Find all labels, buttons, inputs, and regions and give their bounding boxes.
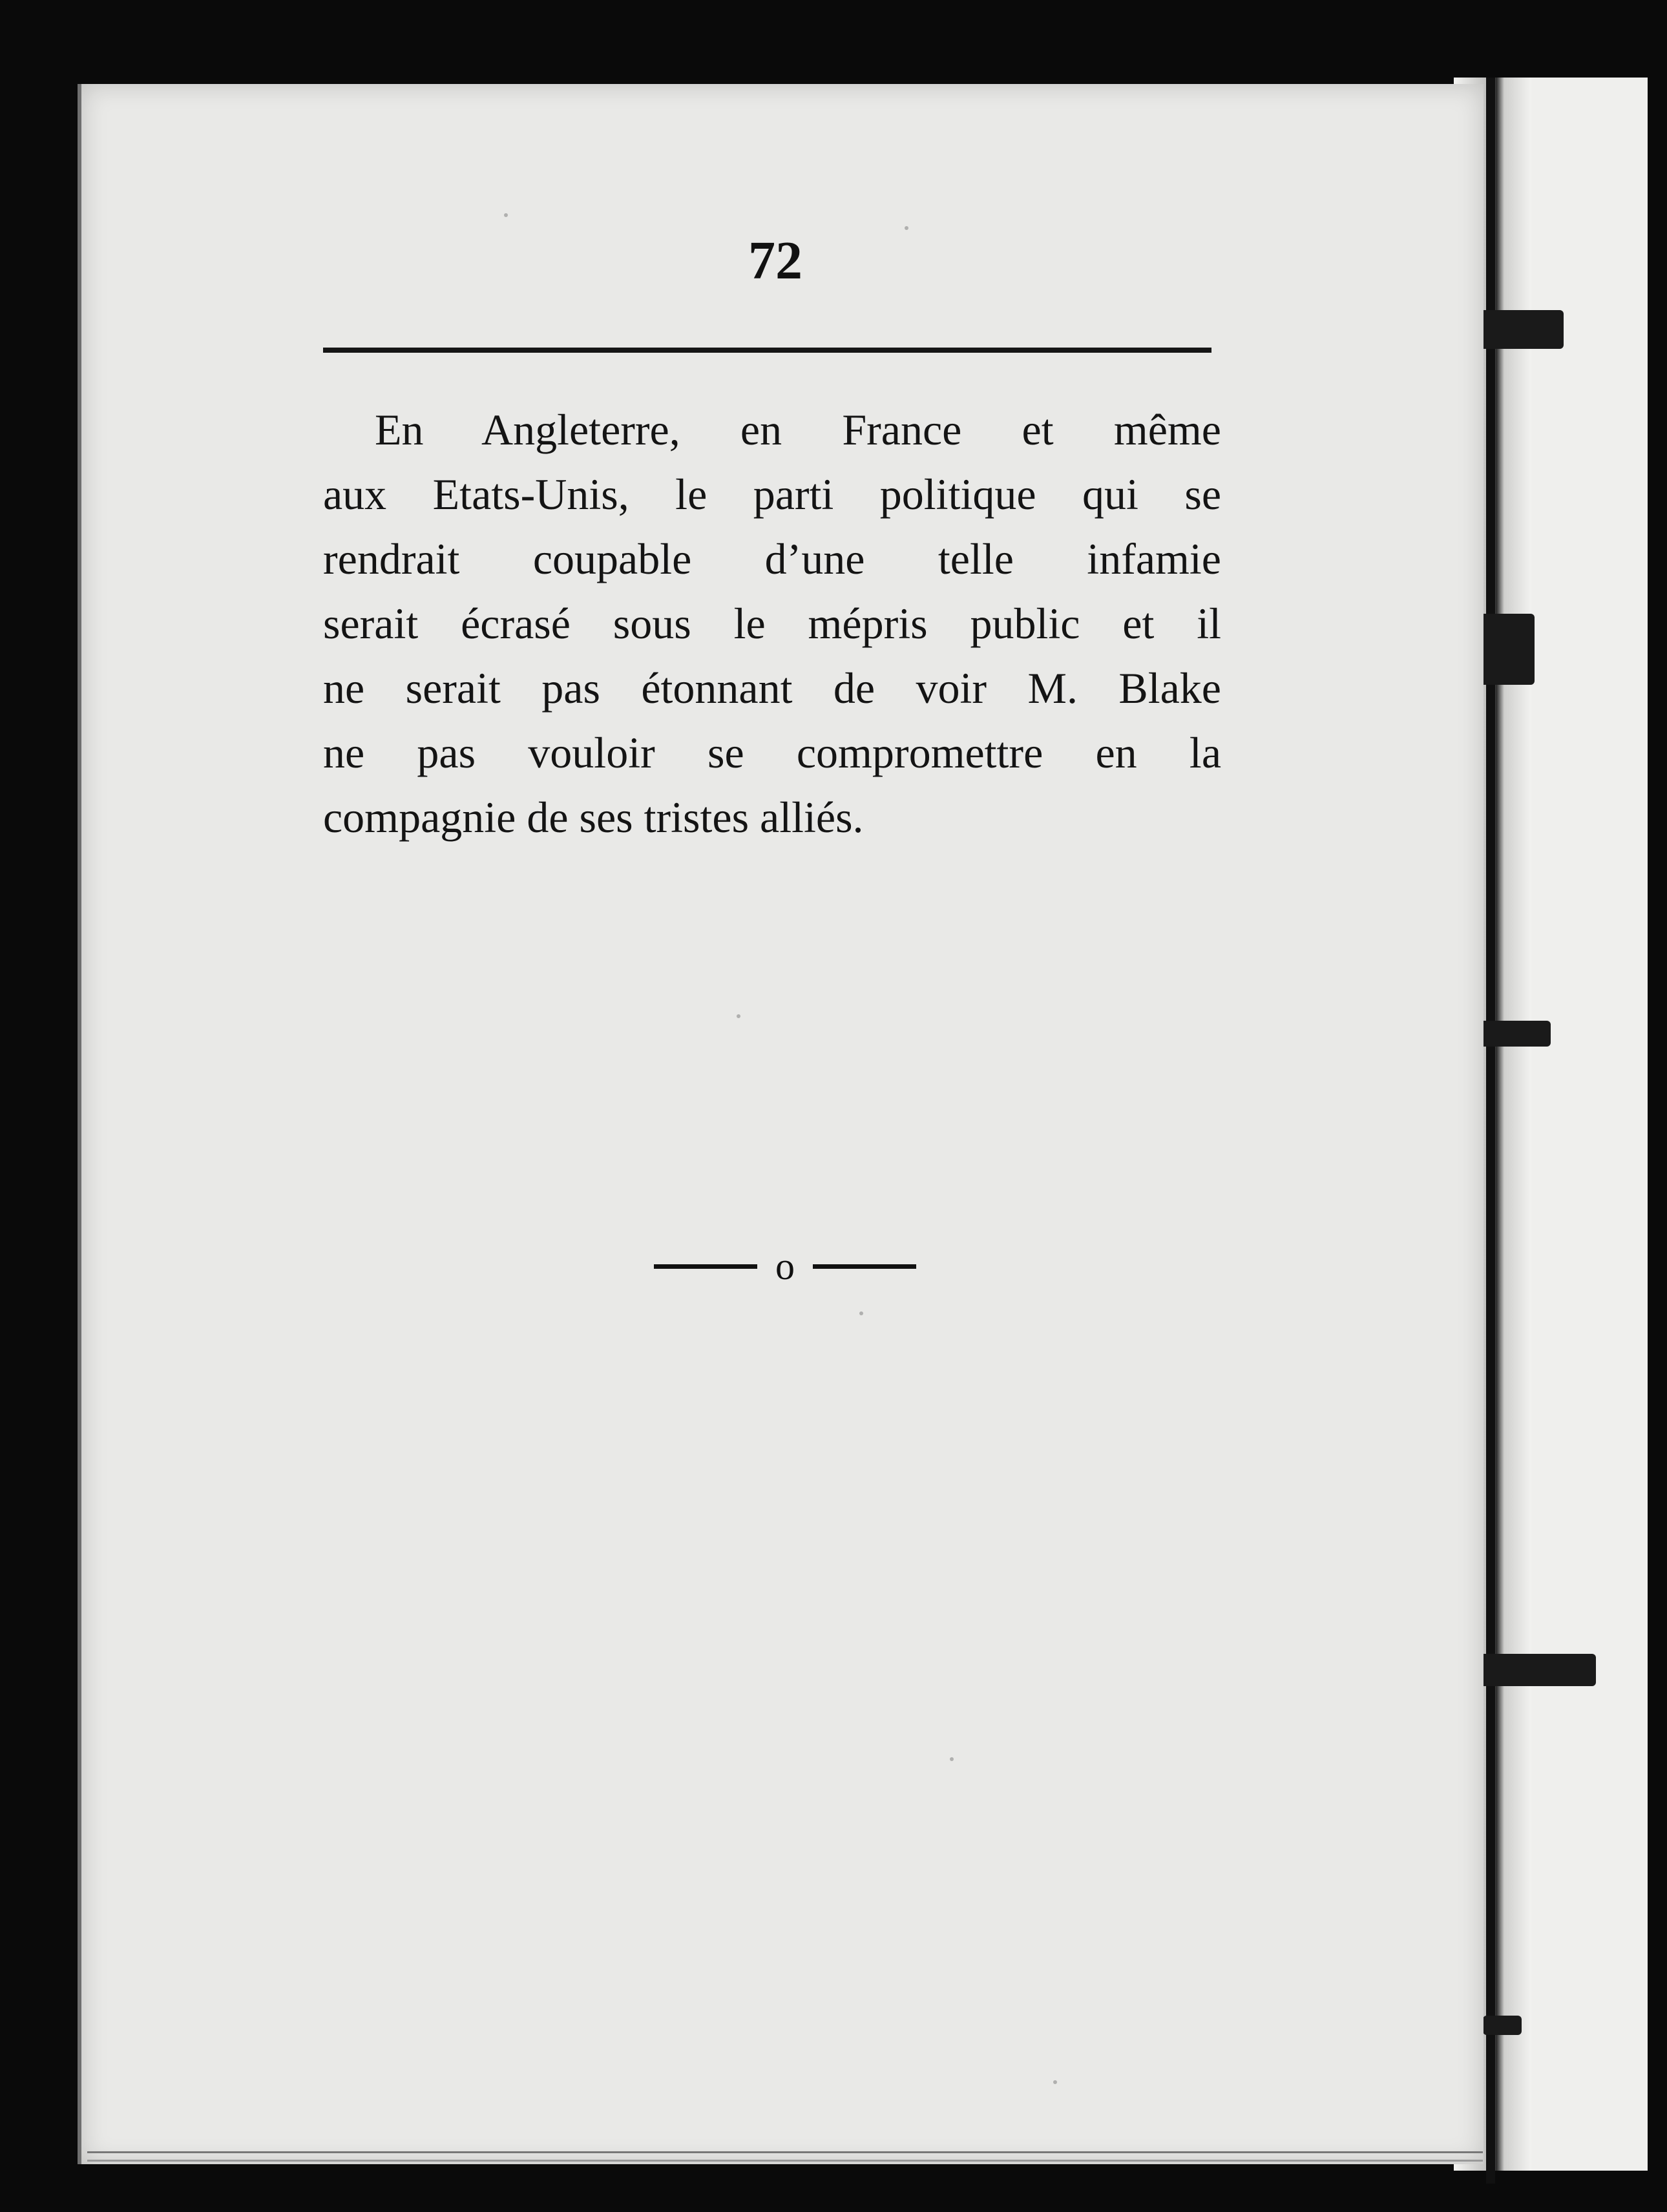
scan-speck (950, 1757, 954, 1761)
scan-speck (905, 226, 908, 230)
text-line: serait écrasé sous le mépris public et il (323, 599, 1221, 648)
scan-speck (859, 1311, 863, 1315)
ornament-mark: o (775, 1245, 795, 1288)
facing-page-edge (1531, 78, 1648, 2171)
text-line: En Angleterre, en France et même (375, 405, 1221, 454)
body-paragraph (323, 397, 1221, 850)
binding-thread (1486, 78, 1495, 2184)
text-line: ne pas vouloir se compromettre en la (323, 728, 1221, 777)
scan-speck (504, 213, 508, 217)
text-line: compagnie de ses tristes alliés. (323, 793, 864, 842)
text-line: ne serait pas étonnant de voir M. Blake (323, 663, 1221, 713)
text-line: rendrait coupable d’une telle infamie (323, 534, 1221, 583)
ornament-dash-right (813, 1264, 916, 1269)
scan-speck (1053, 2080, 1057, 2084)
page-number: 72 (748, 231, 802, 291)
text-line: aux Etats-Unis, le parti politique qui se (323, 470, 1221, 519)
binding-stitch (1483, 2016, 1522, 2035)
ornament-dash-left (654, 1264, 757, 1269)
page-bottom-edge (87, 2151, 1483, 2162)
header-rule (323, 348, 1211, 353)
book-page (78, 84, 1484, 2164)
end-ornament (643, 1240, 927, 1292)
scan-speck (737, 1014, 740, 1018)
